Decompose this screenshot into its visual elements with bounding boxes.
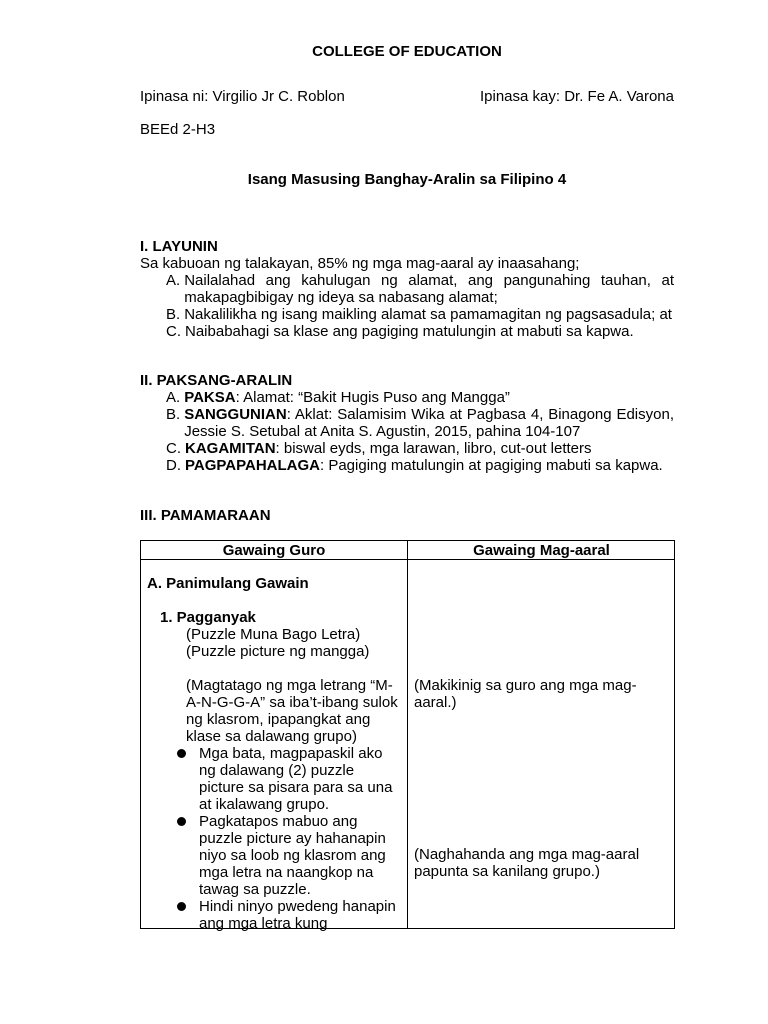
bullet-icon <box>175 898 199 932</box>
objective-text: Nailalahad ang kahulugan ng alamat, ang pangunahing tauhan, at makapagbibigay ng ideya sa nabasang alamat; <box>184 272 674 306</box>
objective-text: Nakalilikha ng isang maikling alamat sa pamamagitan ng pagsasadula; at <box>184 306 672 323</box>
subject-key: PAKSA <box>184 389 236 406</box>
objectives-section <box>140 238 674 340</box>
teacher-activity-cell <box>147 575 401 932</box>
table-header-divider <box>141 559 674 560</box>
bullet-text: Pagkatapos mabuo ang puzzle picture ay hahanapin niyo sa loob ng klasrom ang mga letra na naangkop na tawag sa puzzle. <box>199 813 386 898</box>
objective-label: B. <box>166 306 181 323</box>
subject-value: : Aklat: Salamisim Wika at Pagbasa 4, Binagong Edisyon, Jessie S. Setubal at Anita S. Agustin, 2015, pahina 104-107 <box>184 406 674 440</box>
subject-item <box>140 389 674 406</box>
submitted-to: Ipinasa kay: Dr. Fe A. Varona <box>480 88 674 105</box>
subject-key: PAGPAPAHALAGA <box>185 457 320 474</box>
subject-value: : Alamat: “Bakit Hugis Puso ang Mangga” <box>235 389 510 406</box>
bullet-icon <box>175 813 199 898</box>
subject-label: A. <box>166 389 181 406</box>
activity-step: 1. Pagganyak <box>160 609 256 626</box>
subject-text <box>185 440 674 457</box>
procedure-table <box>140 540 675 932</box>
activity-line: (Puzzle picture ng mangga) <box>186 643 370 660</box>
bullet-text: Mga bata, magpapaskil ako ng dalawang (2) puzzle picture sa pisara para sa una at ikalawang grupo. <box>199 745 393 813</box>
objectives-intro: Sa kabuoan ng talakayan, 85% ng mga mag-aaral ay inaasahang; <box>140 255 580 272</box>
activity-instruction: (Magtatago ng mga letrang “M-A-N-G-G-A” sa iba’t-ibang sulok ng klasrom, ipapangkat ang klase sa dalawang grupo) <box>186 677 398 745</box>
course-section: BEEd 2-H3 <box>140 121 216 138</box>
subject-item <box>140 457 674 474</box>
subject-item <box>140 406 674 440</box>
college-title: COLLEGE OF EDUCATION <box>312 43 502 60</box>
lesson-title: Isang Masusing Banghay-Aralin sa Filipino 4 <box>247 171 567 188</box>
objectives-heading: I. LAYUNIN <box>140 238 218 255</box>
subject-key: KAGAMITAN <box>185 440 276 457</box>
subject-item <box>140 440 674 457</box>
subject-key: SANGGUNIAN <box>184 406 287 423</box>
objective-label: A. <box>166 272 181 289</box>
subject-text <box>184 389 674 406</box>
activity-subheading: A. Panimulang Gawain <box>147 575 309 592</box>
bullet-text: Hindi ninyo pwedeng hanapin ang mga letra kung <box>199 898 396 932</box>
subject-label: C. <box>166 440 181 457</box>
bullet-icon <box>175 745 199 813</box>
subject-label: B. <box>166 406 181 423</box>
column-header-teacher: Gawaing Guro <box>222 542 326 559</box>
bullet-item <box>147 745 401 813</box>
procedure-heading: III. PAMAMARAAN <box>140 507 271 524</box>
subject-value: : Pagiging matulungin at pagiging mabuti sa kapwa. <box>320 457 663 474</box>
objective-text: Naibabahagi sa klase ang pagiging matulungin at mabuti sa kapwa. <box>185 323 634 340</box>
column-header-student: Gawaing Mag-aaral <box>473 542 610 559</box>
submitted-by: Ipinasa ni: Virgilio Jr C. Roblon <box>140 88 345 105</box>
objective-label: C. <box>166 323 181 340</box>
table-column-divider <box>407 541 408 928</box>
objective-item <box>140 323 674 340</box>
subject-text <box>184 406 674 440</box>
student-response: (Makikinig sa guro ang mga mag-aaral.) <box>414 677 637 711</box>
student-response: (Naghahanda ang mga mag-aaral papunta sa kanilang grupo.) <box>414 846 640 880</box>
objective-item <box>140 306 674 323</box>
subject-matter-heading: II. PAKSANG-ARALIN <box>140 372 293 389</box>
subject-label: D. <box>166 457 181 474</box>
subject-matter-section <box>140 372 674 474</box>
subject-text <box>185 457 674 474</box>
subject-value: : biswal eyds, mga larawan, libro, cut-out letters <box>275 440 592 457</box>
objective-item <box>140 272 674 306</box>
activity-line: (Puzzle Muna Bago Letra) <box>186 626 361 643</box>
bullet-item <box>147 898 401 932</box>
bullet-item <box>147 813 401 898</box>
